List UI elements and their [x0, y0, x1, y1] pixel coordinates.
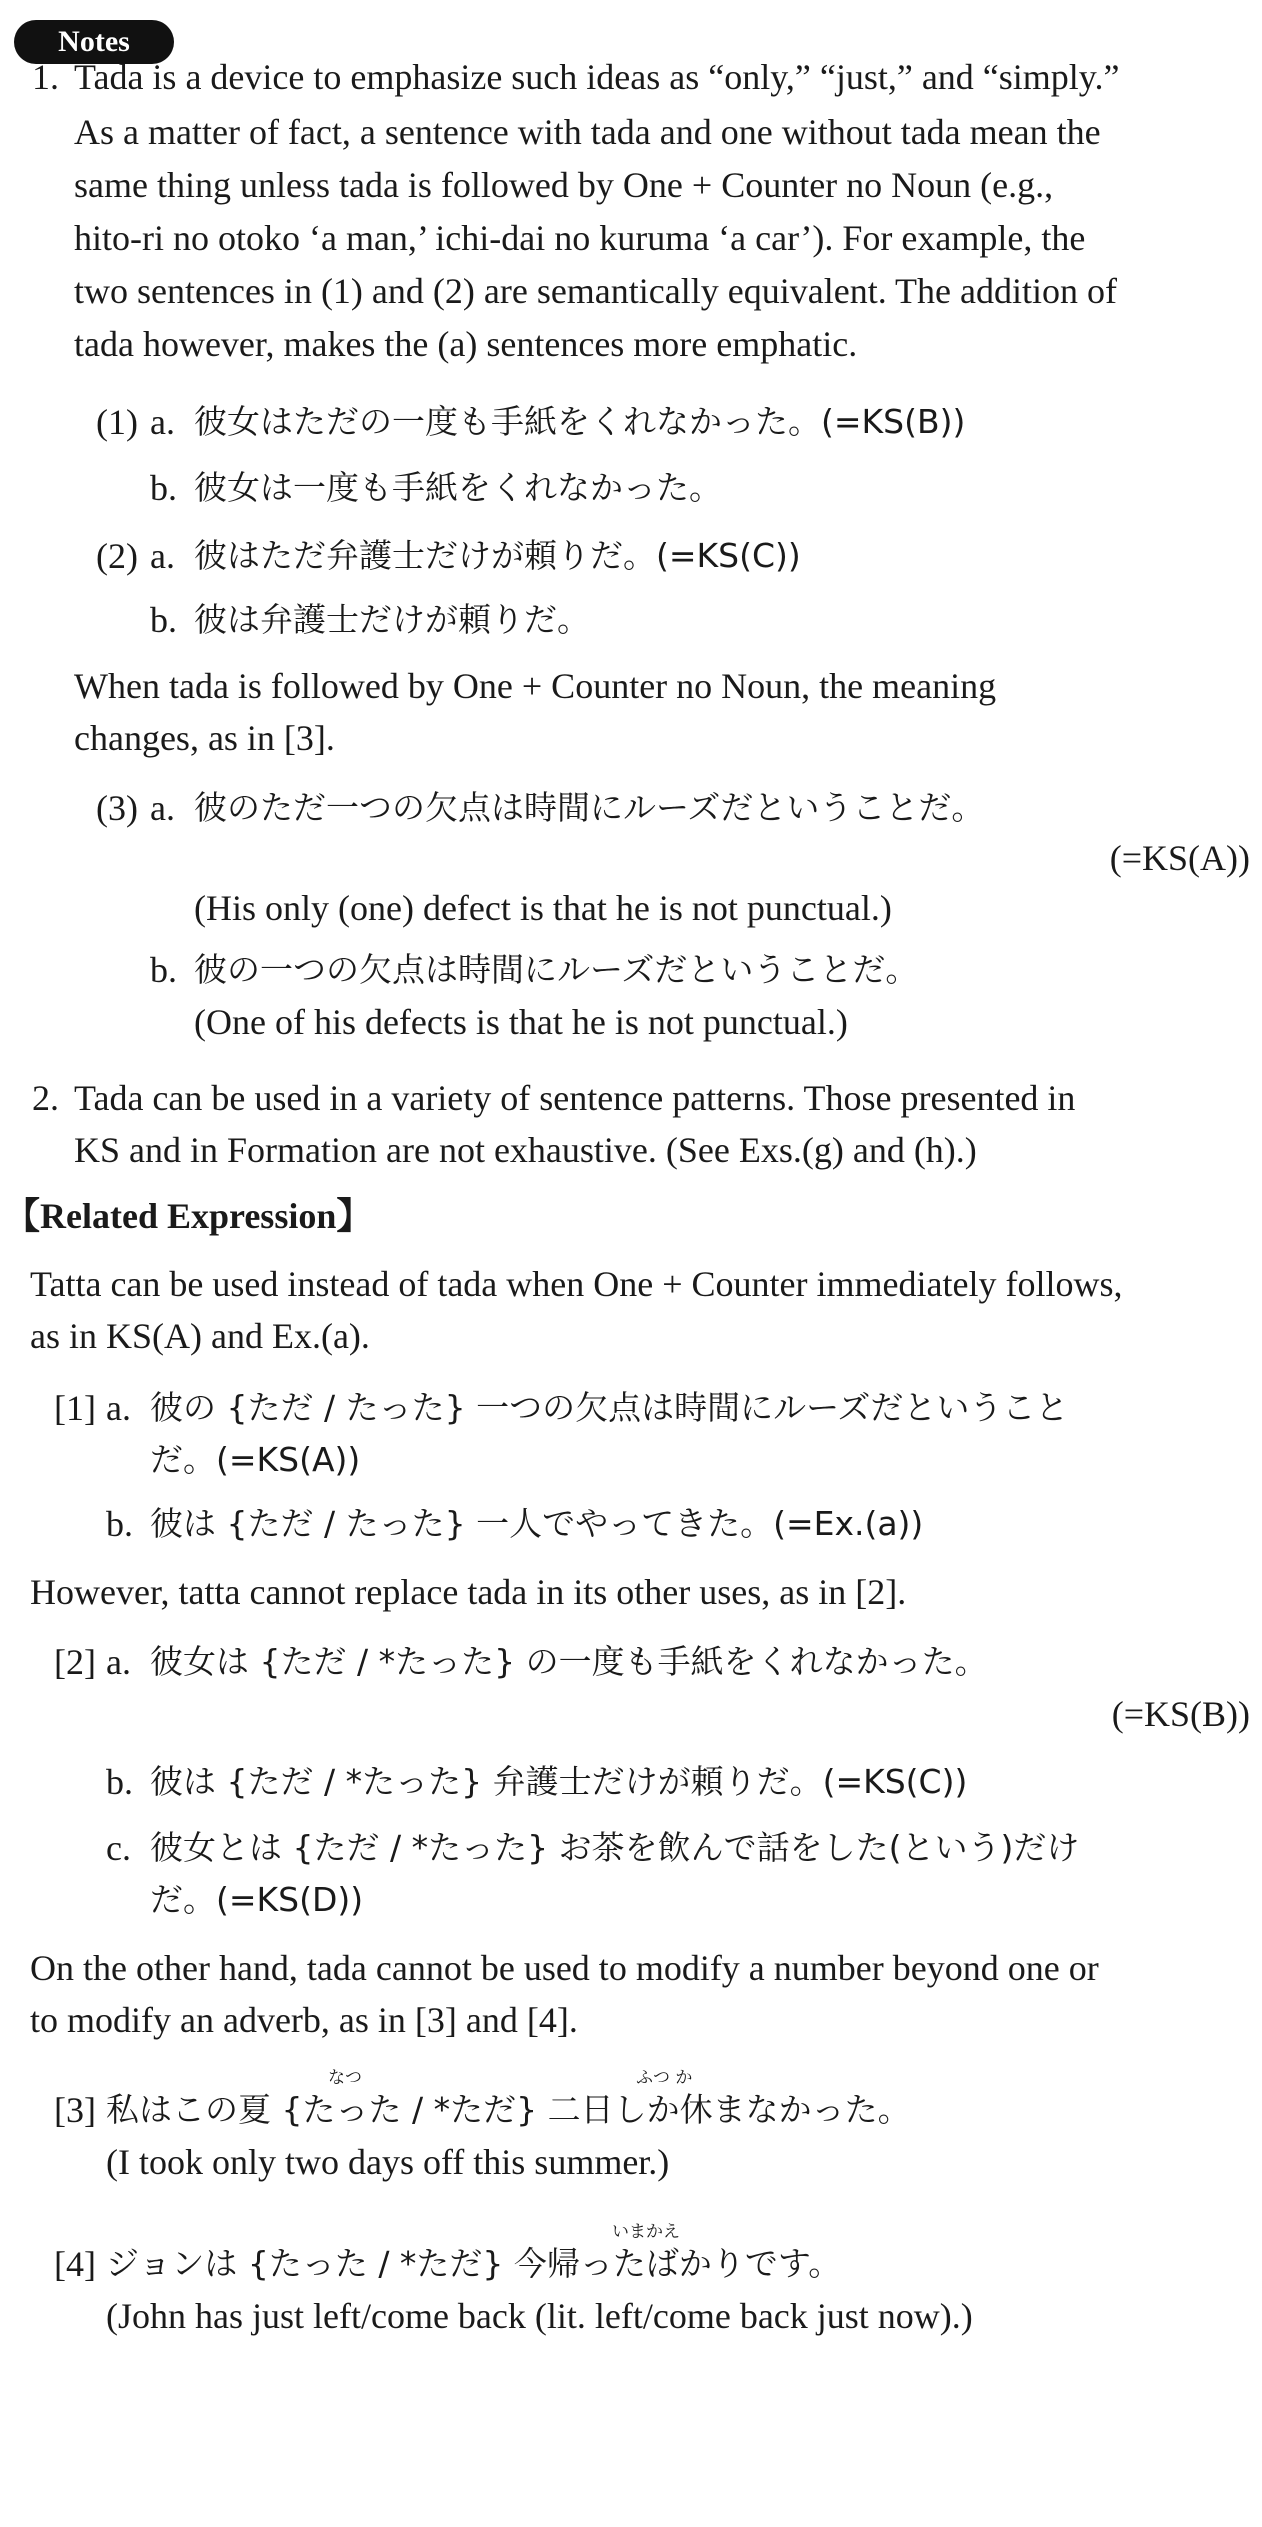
on-other-hand-line-1: On the other hand, tada cannot be used to modify a number beyond one or	[30, 1948, 1099, 1988]
ruby-natsu: なつ	[328, 2068, 362, 2088]
tatta-line-2: as in KS(A) and Ex.(a).	[30, 1316, 370, 1356]
related-2c-text-2: だ。(=KS(D))	[150, 1880, 364, 1919]
example-2b-label: b.	[150, 600, 177, 640]
related-1a-text-2: だ。(=KS(A))	[150, 1440, 361, 1479]
note-2-line-2: KS and in Formation are not exhaustive. (See Exs.(g) and (h).)	[74, 1130, 977, 1170]
example-1a-text: 彼女はただの一度も手紙をくれなかった。(=KS(B))	[194, 402, 966, 441]
related-3-translation: (I took only two days off this summer.)	[106, 2142, 670, 2182]
related-2b-label: b.	[106, 1762, 133, 1802]
note-1-line-3: same thing unless tada is followed by One + Counter no Noun (e.g.,	[74, 165, 1054, 205]
related-1a-text-1: 彼の {ただ / たった} 一つの欠点は時間にルーズだということ	[150, 1388, 1069, 1427]
notes-tag: Notes	[14, 20, 174, 64]
example-2a-text: 彼はただ弁護士だけが頼りだ。(=KS(C))	[194, 536, 801, 575]
related-3-text: 私はこの夏 {たった / *ただ} 二日しか休まなかった。	[106, 2090, 911, 2129]
related-1b-text: 彼は {ただ / たった} 一人でやってきた。(=Ex.(a))	[150, 1504, 924, 1543]
when-line-1: When tada is followed by One + Counter no Noun, the meaning	[74, 666, 997, 706]
example-1-number: (1)	[96, 402, 138, 442]
on-other-hand-line-2: to modify an adverb, as in [3] and [4].	[30, 2000, 578, 2040]
related-1b-label: b.	[106, 1504, 133, 1544]
note-1-line-4: hito-ri no otoko ‘a man,’ ichi-dai no kuruma ‘a car’). For example, the	[74, 218, 1086, 258]
related-4-number: [4]	[54, 2244, 96, 2284]
example-3b-translation: (One of his defects is that he is not punctual.)	[194, 1002, 848, 1042]
example-1b-text: 彼女は一度も手紙をくれなかった。	[194, 468, 722, 507]
related-3-number: [3]	[54, 2090, 96, 2130]
note-2-number: 2.	[32, 1078, 59, 1118]
related-4-translation: (John has just left/come back (lit. left/come back just now).)	[106, 2296, 973, 2336]
example-1b-label: b.	[150, 468, 177, 508]
related-expression-heading: 【Related Expression】	[4, 1196, 373, 1236]
note-2-line-1: Tada can be used in a variety of sentence patterns. Those presented in	[74, 1078, 1076, 1118]
example-3b-label: b.	[150, 950, 177, 990]
related-2a-text: 彼女は {ただ / *たった} の一度も手紙をくれなかった。	[150, 1642, 988, 1681]
related-2c-label: c.	[106, 1828, 131, 1868]
related-1-number: [1]	[54, 1388, 96, 1428]
example-2a-label: a.	[150, 536, 175, 576]
however-line: However, tatta cannot replace tada in its other uses, as in [2].	[30, 1572, 907, 1612]
example-2b-text: 彼は弁護士だけが頼りだ。	[194, 600, 590, 639]
related-2a-reference: (=KS(B))	[1111, 1694, 1250, 1734]
related-1a-label: a.	[106, 1388, 131, 1428]
related-2b-text: 彼は {ただ / *たった} 弁護士だけが頼りだ。(=KS(C))	[150, 1762, 968, 1801]
example-3a-translation: (His only (one) defect is that he is not punctual.)	[194, 888, 892, 928]
tatta-line-1: Tatta can be used instead of tada when One + Counter immediately follows,	[30, 1264, 1123, 1304]
related-2c-text-1: 彼女とは {ただ / *たった} お茶を飲んで話をした(という)だけ	[150, 1828, 1080, 1867]
example-3b-text: 彼の一つの欠点は時間にルーズだということだ。	[194, 950, 919, 989]
example-3a-reference: (=KS(A))	[1109, 838, 1250, 878]
note-1-number: 1.	[32, 57, 59, 97]
note-1-line-5: two sentences in (1) and (2) are semantically equivalent. The addition of	[74, 271, 1117, 311]
example-2-number: (2)	[96, 536, 138, 576]
related-2-number: [2]	[54, 1642, 96, 1682]
note-1-line-1: Tada is a device to emphasize such ideas as “only,” “just,” and “simply.”	[74, 57, 1120, 97]
ruby-futsuka: ふつ か	[636, 2068, 693, 2088]
example-3a-text: 彼のただ一つの欠点は時間にルーズだということだ。	[194, 788, 985, 827]
example-3a-label: a.	[150, 788, 175, 828]
related-4-text: ジョンは {たった / *ただ} 今帰ったばかりです。	[106, 2244, 842, 2283]
when-line-2: changes, as in [3].	[74, 718, 335, 758]
example-3-number: (3)	[96, 788, 138, 828]
related-2a-label: a.	[106, 1642, 131, 1682]
ruby-imakae: いまかえ	[612, 2222, 680, 2242]
example-1a-label: a.	[150, 402, 175, 442]
note-1-line-2: As a matter of fact, a sentence with tada and one without tada mean the	[74, 112, 1101, 152]
note-1-line-6: tada however, makes the (a) sentences more emphatic.	[74, 324, 858, 364]
